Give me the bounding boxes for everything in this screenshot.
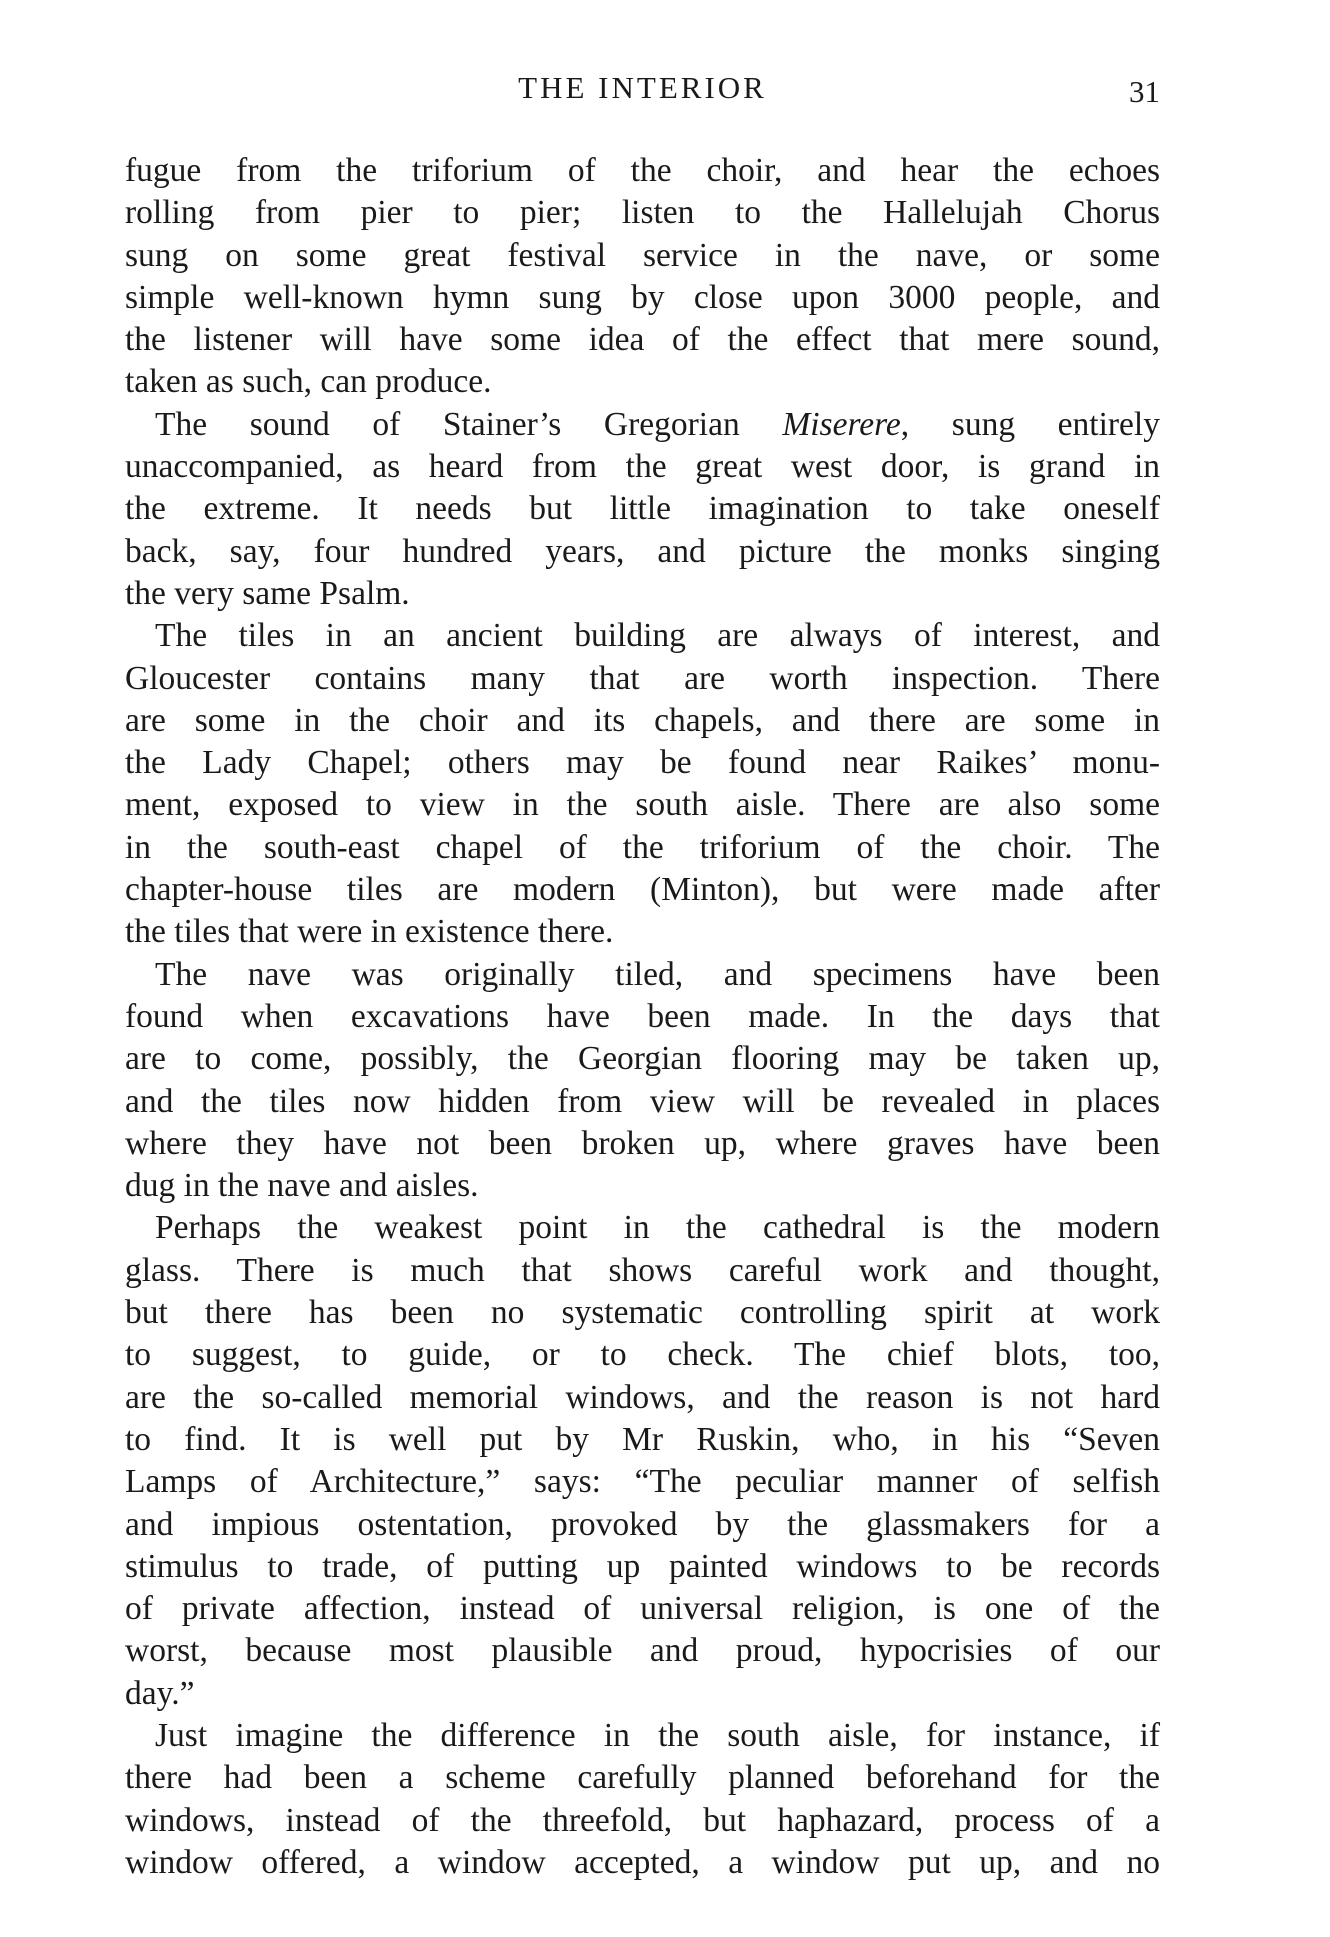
text-line: unaccompanied, as heard from the great west door, is grand in [125, 448, 1160, 486]
text-line: fugue from the triforium of the choir, and hear the echoes [125, 152, 1160, 189]
text-segment: , sung entirely [900, 405, 1160, 443]
text-line: sung on some great festival service in the nave, or some [125, 236, 1160, 274]
text-line: found when excavations have been made. In the days that [125, 997, 1160, 1035]
running-title: THE INTERIOR [518, 70, 767, 105]
text-line: chapter-house tiles are modern (Minton), but were made after [125, 871, 1160, 909]
text-line: Just imagine the difference in the south aisle, for instance, if [155, 1716, 1160, 1754]
text-line [125, 404, 1160, 446]
text-line: window offered, a window accepted, a window put up, and no [125, 1843, 1160, 1881]
paragraph [125, 1207, 1160, 1715]
italic-title: Miserere [782, 405, 901, 443]
text-line: taken as such, can produce. [125, 363, 492, 401]
text-line: Gloucester contains many that are worth inspection. There [125, 659, 1160, 697]
paragraph [125, 404, 1160, 615]
paragraph [125, 615, 1160, 953]
text-line: The nave was originally tiled, and specimens have been [155, 955, 1160, 993]
text-line: ment, exposed to view in the south aisle. There are also some [125, 786, 1160, 824]
text-line: to suggest, to guide, or to check. The chief blots, too, [125, 1336, 1160, 1374]
text-line: are some in the choir and its chapels, and there are some in [125, 701, 1160, 739]
paragraph [125, 954, 1160, 1208]
text-line: Perhaps the weakest point in the cathedral is the modern [155, 1209, 1160, 1247]
text-line: the tiles that were in existence there. [125, 913, 614, 951]
text-line: the listener will have some idea of the effect that mere sound, [125, 321, 1160, 359]
text-line: worst, because most plausible and proud, hypocrisies of our [125, 1632, 1160, 1670]
text-line: there had been a scheme carefully planned beforehand for the [125, 1759, 1160, 1797]
text-segment: The sound of Stainer’s Gregorian [155, 405, 783, 443]
text-line: in the south-east chapel of the triforium of the choir. The [125, 828, 1160, 866]
text-line: windows, instead of the threefold, but haphazard, process of a [125, 1801, 1160, 1839]
text-line: of private affection, instead of universal religion, is one of the [125, 1590, 1160, 1628]
text-line: the extreme. It needs but little imagination to take oneself [125, 490, 1160, 528]
text-line: the Lady Chapel; others may be found near Raikes’ monu- [125, 744, 1160, 782]
page-number: 31 [1129, 74, 1160, 109]
text-line: simple well-known hymn sung by close upon 3000 people, and [125, 278, 1160, 316]
text-line: but there has been no systematic controlling spirit at work [125, 1294, 1160, 1332]
text-line: glass. There is much that shows careful work and thought, [125, 1251, 1160, 1289]
paragraph [125, 150, 1160, 404]
text-line: Lamps of Architecture,” says: “The peculiar manner of selfish [125, 1463, 1160, 1501]
text-line: and the tiles now hidden from view will be revealed in places [125, 1082, 1160, 1120]
text-line: where they have not been broken up, where graves have been [125, 1124, 1160, 1162]
text-line: day.” [125, 1674, 195, 1712]
text-line: are the so-called memorial windows, and the reason is not hard [125, 1378, 1160, 1416]
body-text [125, 150, 1160, 1884]
text-line: the very same Psalm. [125, 574, 410, 612]
text-line: are to come, possibly, the Georgian flooring may be taken up, [125, 1040, 1160, 1078]
text-line: dug in the nave and aisles. [125, 1167, 479, 1205]
page-header [125, 70, 1160, 114]
paragraph [125, 1715, 1160, 1884]
text-line: The tiles in an ancient building are always of interest, and [155, 617, 1160, 655]
text-line: rolling from pier to pier; listen to the Hallelujah Chorus [125, 194, 1160, 232]
text-line: back, say, four hundred years, and picture the monks singing [125, 532, 1160, 570]
text-line: to find. It is well put by Mr Ruskin, who, in his “Seven [125, 1420, 1160, 1458]
text-line: stimulus to trade, of putting up painted windows to be records [125, 1547, 1160, 1585]
text-line: and impious ostentation, provoked by the glassmakers for a [125, 1505, 1160, 1543]
